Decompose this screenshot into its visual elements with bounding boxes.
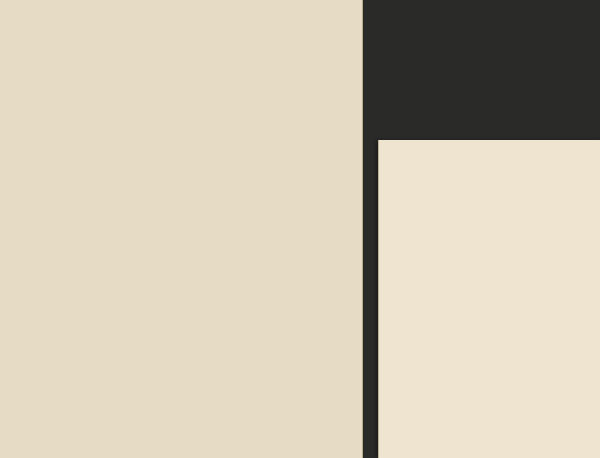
right-page-body-text (384, 176, 536, 446)
statistics-table-grid (0, 30, 300, 458)
